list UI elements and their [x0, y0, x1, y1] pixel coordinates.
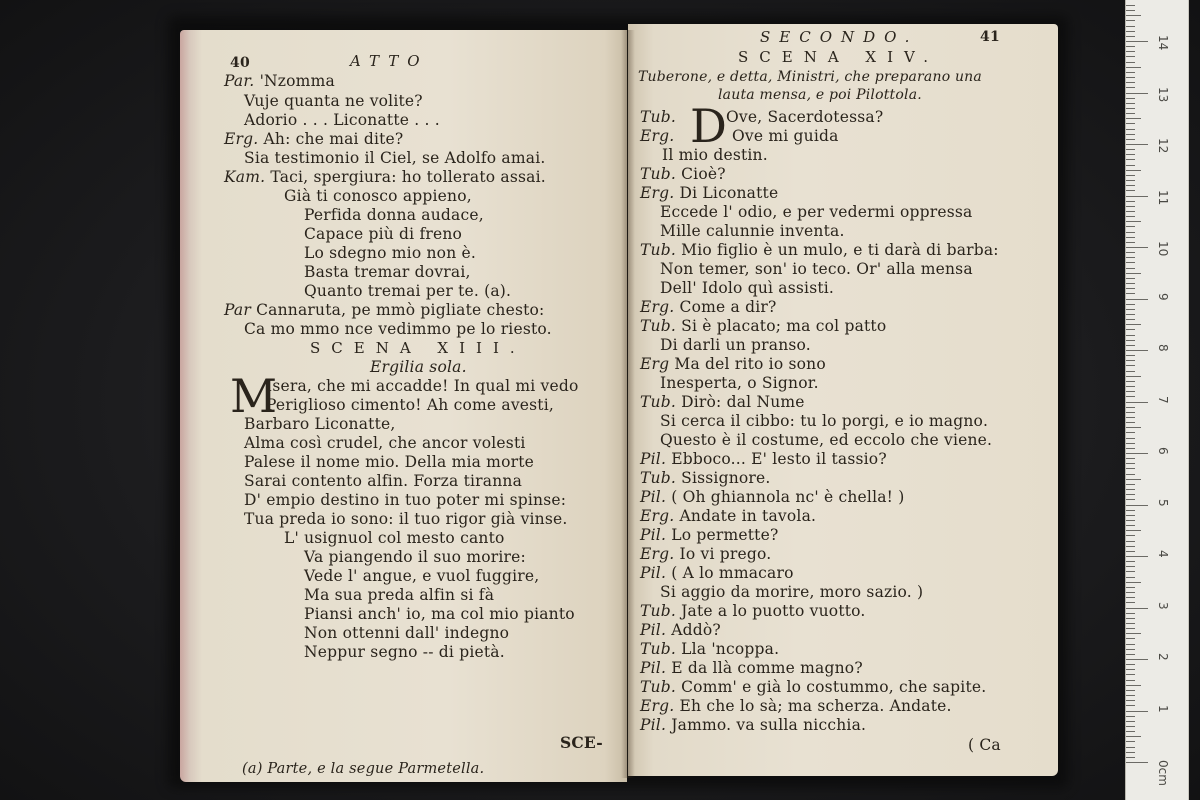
ruler-tick [1126, 644, 1135, 645]
ruler-tick [1126, 762, 1148, 763]
text-line: Tub. Comm' e già lo costummo, che sapite. [640, 678, 987, 696]
ruler-tick [1126, 525, 1135, 526]
text-line: Di darli un pranso. [660, 336, 811, 354]
ruler-tick [1126, 649, 1135, 650]
text-line: Piansi anch' io, ma col mio pianto [304, 605, 575, 623]
ruler-tick [1126, 113, 1135, 114]
ruler-tick [1126, 479, 1141, 480]
ruler-tick [1126, 350, 1148, 351]
text-line: Alma così crudel, che ancor volesti [244, 434, 526, 452]
ruler-number: 11 [1156, 189, 1170, 205]
text-line: Par Cannaruta, pe mmò pigliate chesto: [224, 301, 545, 319]
text-line: Tua preda io sono: il tuo rigor già vinse. [244, 510, 568, 528]
ruler-tick [1126, 190, 1135, 191]
text-line: Il mio destin. [662, 146, 768, 164]
ruler-tick [1126, 159, 1135, 160]
ruler-number: 6 [1156, 447, 1170, 455]
ruler-tick [1126, 659, 1148, 660]
ruler-tick [1126, 407, 1135, 408]
ruler-tick [1126, 247, 1148, 248]
ruler-number: 7 [1156, 395, 1170, 404]
scene-heading: SCENA XIII. [310, 339, 526, 357]
ruler-tick [1126, 221, 1141, 222]
right-page-number: 41 [980, 29, 1000, 45]
ruler-tick [1126, 355, 1135, 356]
text-line: Perfida donna audace, [304, 206, 484, 224]
ruler-tick [1126, 185, 1135, 186]
ruler-tick [1126, 597, 1135, 598]
ruler-tick [1126, 613, 1135, 614]
ruler-tick [1126, 242, 1135, 243]
ruler-tick [1126, 288, 1135, 289]
ruler-tick [1126, 31, 1135, 32]
ruler-tick [1126, 20, 1135, 21]
ruler-tick [1126, 123, 1135, 124]
ruler-tick [1126, 571, 1135, 572]
ruler-tick [1126, 139, 1135, 140]
text-line: Pil. ( Oh ghiannola nc' è chella! ) [640, 488, 905, 506]
text-line: Erg Ma del rito io sono [640, 355, 826, 373]
ruler-tick [1126, 432, 1135, 433]
ruler-tick [1126, 757, 1135, 758]
ruler-tick [1126, 345, 1135, 346]
ruler-tick [1126, 747, 1135, 748]
catchword: ( Ca [968, 736, 1001, 754]
text-line: Questo è il costume, ed eccolo che viene. [660, 431, 993, 449]
ruler-tick [1126, 93, 1148, 94]
ruler-tick [1126, 329, 1135, 330]
ruler-tick [1126, 458, 1135, 459]
ruler-tick [1126, 463, 1135, 464]
ruler-tick [1126, 273, 1141, 274]
ruler-tick [1126, 103, 1135, 104]
stage-direction: lauta mensa, e poi Pilottola. [718, 87, 922, 103]
ruler-tick [1126, 262, 1135, 263]
ruler-tick [1126, 15, 1141, 16]
ruler-tick [1126, 402, 1148, 403]
text-line: Sia testimonio il Ciel, se Adolfo amai. [244, 149, 546, 167]
text-line: Pil. E da llà comme magno? [640, 659, 863, 677]
ruler-tick [1126, 669, 1135, 670]
ruler-tick [1126, 499, 1135, 500]
text-line: Pil. Addò? [640, 621, 721, 639]
ruler-tick [1126, 129, 1135, 130]
ruler-tick [1126, 5, 1135, 6]
text-line: Quanto tremai per te. (a). [304, 282, 512, 300]
ruler-tick [1126, 680, 1135, 681]
text-line: Va piangendo il suo morire: [304, 548, 526, 566]
ruler-tick [1126, 546, 1135, 547]
ruler-tick [1126, 360, 1135, 361]
ruler-tick [1126, 118, 1141, 119]
ruler-tick [1126, 711, 1148, 712]
ruler-tick [1126, 752, 1135, 753]
ruler-tick [1126, 201, 1135, 202]
text-line: Periglioso cimento! Ah come avesti, [266, 396, 555, 414]
ruler-tick [1126, 685, 1141, 686]
ruler-tick [1126, 510, 1135, 511]
text-line: Erg. Andate in tavola. [640, 507, 817, 525]
ruler-tick [1126, 438, 1135, 439]
right-page-header: SECONDO. [760, 28, 919, 46]
text-line: Tub. Si è placato; ma col patto [640, 317, 887, 335]
ruler-tick [1126, 690, 1135, 691]
right-page [628, 24, 1058, 776]
ruler-tick [1126, 180, 1135, 181]
ruler-tick [1126, 314, 1135, 315]
ruler-tick [1126, 721, 1135, 722]
text-line: Par. 'Nzomma [224, 72, 335, 90]
text-line: Pil. Jammo. va sulla nicchia. [640, 716, 867, 734]
ruler-tick [1126, 319, 1135, 320]
text-line: Ca mo mmo nce vedimmo pe lo riesto. [244, 320, 552, 338]
text-line: Erg. [640, 127, 675, 145]
ruler-tick [1126, 566, 1135, 567]
text-line: Non ottenni dall' indegno [304, 624, 510, 642]
ruler-tick [1126, 62, 1135, 63]
ruler-tick [1126, 335, 1135, 336]
ruler-tick [1126, 494, 1135, 495]
ruler-tick [1126, 149, 1135, 150]
ruler-tick [1126, 175, 1135, 176]
ruler-number: 10 [1156, 241, 1170, 257]
ruler-tick [1126, 515, 1135, 516]
drop-cap: M [230, 369, 278, 423]
ruler-tick [1126, 87, 1135, 88]
text-line: Ove, Sacerdotessa? [726, 108, 884, 126]
text-line: Tub. Dirò: dal Nume [640, 393, 805, 411]
text-line: Lo sdegno mio non è. [304, 244, 477, 262]
ruler-number: 13 [1156, 86, 1170, 102]
ruler-unit: 0cm [1156, 760, 1170, 786]
ruler-tick [1126, 216, 1135, 217]
footnote: (a) Parte, e la segue Parmetella. [242, 761, 485, 777]
ruler-tick [1126, 170, 1141, 171]
ruler-tick [1126, 530, 1141, 531]
text-line: Capace più di freno [304, 225, 463, 243]
ruler-tick [1126, 422, 1135, 423]
ruler-number: 5 [1156, 498, 1170, 507]
ruler-tick [1126, 664, 1135, 665]
scene-heading: SCENA XIV. [738, 48, 940, 66]
text-line: Tub. Mio figlio è un mulo, e ti darà di barba: [640, 241, 999, 259]
ruler-tick [1126, 520, 1135, 521]
ruler-number: 4 [1156, 550, 1170, 558]
text-line: Palese il nome mio. Della mia morte [244, 453, 535, 471]
ruler-tick [1126, 638, 1135, 639]
ruler-tick [1126, 731, 1135, 732]
ruler-tick [1126, 654, 1135, 655]
text-line: Erg. Io vi prego. [640, 545, 772, 563]
ruler-tick [1126, 252, 1135, 253]
ruler-tick [1126, 299, 1148, 300]
ruler-tick [1126, 365, 1135, 366]
ruler-tick [1126, 98, 1135, 99]
text-line: Erg. Come a dir? [640, 298, 777, 316]
ruler-tick [1126, 196, 1148, 197]
ruler-tick [1126, 237, 1135, 238]
ruler-tick [1126, 541, 1135, 542]
text-line: L' usignuol col mesto canto [284, 529, 505, 547]
ruler-tick [1126, 556, 1148, 557]
ruler-tick [1126, 257, 1135, 258]
ruler-tick [1126, 144, 1148, 145]
ruler-tick [1126, 278, 1135, 279]
ruler-tick [1126, 386, 1135, 387]
text-line: Tub. Sissignore. [640, 469, 771, 487]
ruler-tick [1126, 165, 1135, 166]
ruler-number: 3 [1156, 601, 1170, 610]
ruler-tick [1126, 340, 1135, 341]
ruler-tick [1126, 26, 1135, 27]
ruler-number: 14 [1156, 35, 1170, 51]
ruler-tick [1126, 443, 1135, 444]
left-page [180, 30, 627, 782]
ruler-tick [1126, 82, 1135, 83]
stage-direction: Ergilia sola. [370, 358, 467, 376]
ruler-tick [1126, 700, 1135, 701]
ruler-tick [1126, 154, 1135, 155]
text-line: Inesperta, o Signor. [660, 374, 819, 392]
ruler-tick [1126, 36, 1135, 37]
text-line: Ove mi guida [732, 127, 839, 145]
ruler-tick [1126, 304, 1135, 305]
ruler-tick [1126, 41, 1148, 42]
ruler-tick [1126, 674, 1135, 675]
ruler-tick [1126, 206, 1135, 207]
ruler-tick [1126, 448, 1135, 449]
ruler-number: 8 [1156, 344, 1170, 352]
ruler-tick [1126, 561, 1135, 562]
ruler-tick [1126, 77, 1135, 78]
ruler-tick [1126, 592, 1135, 593]
ruler-tick [1126, 412, 1135, 413]
ruler-tick [1126, 628, 1135, 629]
text-line: Tub. Jate a lo puotto vuotto. [640, 602, 866, 620]
text-line: Sarai contento alfin. Forza tiranna [244, 472, 523, 490]
ruler-tick [1126, 211, 1135, 212]
ruler-tick [1126, 134, 1135, 135]
left-page-header: ATTO [350, 52, 429, 70]
ruler-tick [1126, 618, 1135, 619]
ruler-tick [1126, 535, 1135, 536]
ruler-tick [1126, 268, 1135, 269]
ruler-tick [1126, 309, 1135, 310]
ruler-number: 9 [1156, 292, 1170, 301]
text-line: Tub. Lla 'ncoppa. [640, 640, 780, 658]
catchword: SCE- [560, 733, 603, 752]
ruler-tick [1126, 602, 1135, 603]
ruler-tick [1126, 705, 1135, 706]
text-line: Ma sua preda alfin si fà [304, 586, 495, 604]
text-line: Kam. Taci, spergiura: ho tollerato assai. [224, 168, 546, 186]
ruler-tick [1126, 376, 1141, 377]
ruler-tick [1126, 623, 1135, 624]
text-line: Pil. Lo permette? [640, 526, 779, 544]
ruler-tick [1126, 51, 1135, 52]
ruler-tick [1126, 468, 1135, 469]
ruler-tick [1126, 72, 1135, 73]
text-line: Mille calunnie inventa. [660, 222, 845, 240]
ruler-tick [1126, 505, 1148, 506]
text-line: Isera, che mi accadde! In qual mi vedo [266, 377, 579, 395]
ruler-tick [1126, 371, 1135, 372]
text-line: Pil. ( A lo mmacaro [640, 564, 794, 582]
text-line: Neppur segno -- di pietà. [304, 643, 505, 661]
measuring-ruler [1125, 0, 1189, 800]
ruler-tick [1126, 391, 1135, 392]
drop-cap: D [690, 99, 727, 153]
ruler-tick [1126, 226, 1135, 227]
text-line: Erg. Ah: che mai dite? [224, 130, 404, 148]
ruler-tick [1126, 484, 1135, 485]
ruler-tick [1126, 582, 1141, 583]
book-gutter [621, 30, 635, 778]
ruler-tick [1126, 10, 1135, 11]
ruler-tick [1126, 736, 1141, 737]
text-line: Già ti conosco appieno, [284, 187, 472, 205]
ruler-number: 1 [1156, 704, 1170, 713]
ruler-tick [1126, 283, 1135, 284]
ruler-tick [1126, 396, 1135, 397]
left-page-number: 40 [230, 55, 250, 71]
text-line: Adoriо . . . Liconatte . . . [244, 111, 440, 129]
text-line: Erg. Eh che lo sà; ma scherza. Andate. [640, 697, 952, 715]
text-line: Eccede l' odio, e per vedermi oppressa [660, 203, 973, 221]
stage-direction: Tuberone, e detta, Ministri, che preparano una [638, 69, 982, 85]
text-line: Tub. [640, 108, 676, 126]
ruler-tick [1126, 427, 1141, 428]
ruler-tick [1126, 232, 1135, 233]
ruler-tick [1126, 108, 1135, 109]
ruler-tick [1126, 293, 1135, 294]
text-line: Vuje quanta ne volite? [244, 92, 423, 110]
ruler-tick [1126, 381, 1135, 382]
ruler-tick [1126, 67, 1141, 68]
ruler-tick [1126, 46, 1135, 47]
text-line: Si cerca il cibbo: tu lo porgi, e io magnо. [660, 412, 989, 430]
text-line: D' empio destino in tuo poter mi spinse: [244, 491, 567, 509]
text-line: Basta tremar dovrai, [304, 263, 471, 281]
ruler-tick [1126, 716, 1135, 717]
ruler-number: 12 [1156, 138, 1170, 154]
ruler-tick [1126, 695, 1135, 696]
ruler-tick [1126, 741, 1135, 742]
ruler-tick [1126, 453, 1148, 454]
ruler-tick [1126, 608, 1148, 609]
ruler-tick [1126, 417, 1135, 418]
ruler-tick [1126, 489, 1135, 490]
ruler-tick [1126, 587, 1135, 588]
ruler-tick [1126, 577, 1135, 578]
text-line: Pil. Ebbоco... E' lesto il tassio? [640, 450, 887, 468]
ruler-tick [1126, 474, 1135, 475]
text-line: Barbaro Liconatte, [244, 415, 396, 433]
ruler-tick [1126, 726, 1135, 727]
ruler-tick [1126, 633, 1141, 634]
text-line: Si aggio da morire, moro sazio. ) [660, 583, 924, 601]
ruler-number: 2 [1156, 653, 1170, 661]
text-line: Dell' Idolo quì assisti. [660, 279, 835, 297]
ruler-tick [1126, 324, 1141, 325]
text-line: Vede l' angue, e vuol fuggire, [304, 567, 540, 585]
text-line: Non temer, son' io teco. Or' alla mensa [660, 260, 973, 278]
ruler-tick [1126, 551, 1135, 552]
text-line: Tub. Cioè? [640, 165, 726, 183]
ruler-tick [1126, 56, 1135, 57]
text-line: Erg. Di Liconatte [640, 184, 779, 202]
